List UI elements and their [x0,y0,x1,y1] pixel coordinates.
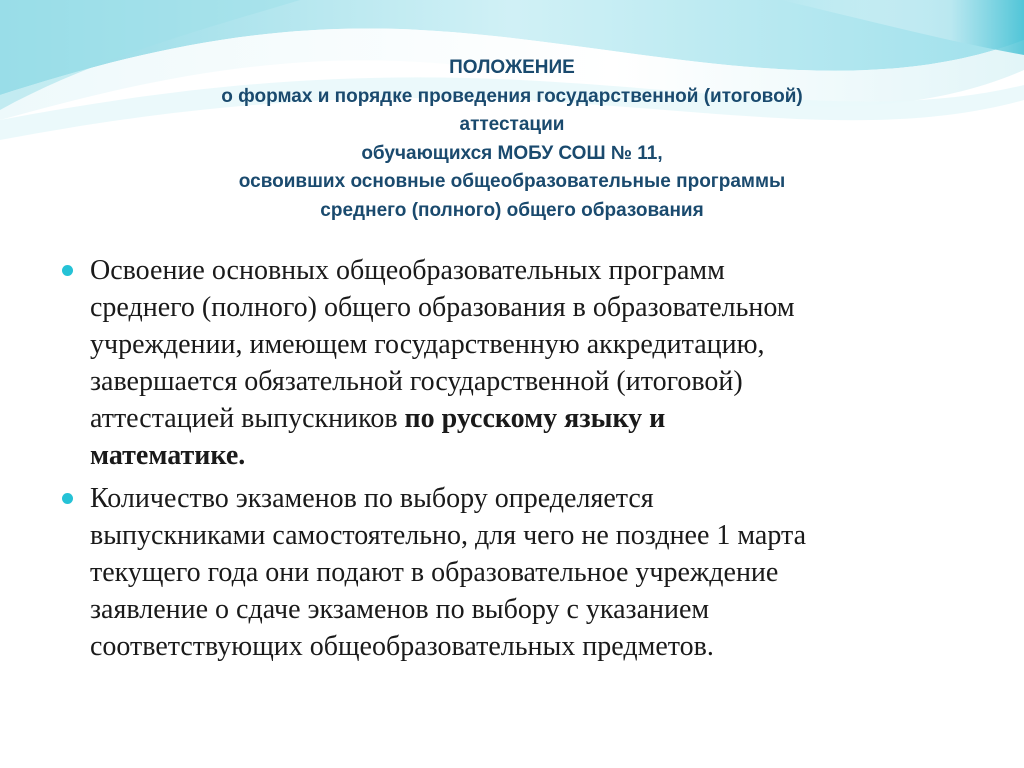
title-line: аттестации [459,114,565,135]
bullet-dot-icon [62,265,73,276]
title-line: среднего (полного) общего образования [320,199,704,221]
bullet-text-line: завершается обязательной государственной (итоговой) [90,366,743,397]
bullet-text-line [90,400,976,437]
bullet-text-line: текущего года они подают в образовательное учреждение [90,557,779,588]
bullet-bold-line: математике. [90,440,246,471]
bullet-item [56,480,976,665]
bullet-bold-segment: по русскому языку и [404,403,666,434]
bullet-item [56,252,976,474]
bullet-text-line: заявление о сдаче экзаменов по выбору с указанием [90,594,710,625]
bullet-dot-icon [62,493,73,504]
title-line: ПОЛОЖЕНИЕ [449,57,575,78]
bullet-text-line: Количество экзаменов по выбору определяется [90,483,654,514]
bullet-text-line: Освоение основных общеобразовательных программ [90,255,725,286]
title-line: о формах и порядке проведения государственной (итоговой) [221,85,803,107]
title-line: обучающихся МОБУ СОШ № 11, [361,142,663,164]
bullet-text-segment: аттестацией выпускников [90,403,405,434]
bullet-text-line: среднего (полного) общего образования в образовательном [90,292,795,323]
bullet-text-line: соответствующих общеобразовательных предметов. [90,631,714,662]
slide-title [0,54,1024,225]
bullet-text-line: выпускниками самостоятельно, для чего не позднее 1 марта [90,520,806,551]
bullet-list [56,252,976,671]
bullet-text-line: учреждении, имеющем государственную аккредитацию, [90,329,765,360]
title-line: освоивших основные общеобразовательные программы [238,171,786,192]
